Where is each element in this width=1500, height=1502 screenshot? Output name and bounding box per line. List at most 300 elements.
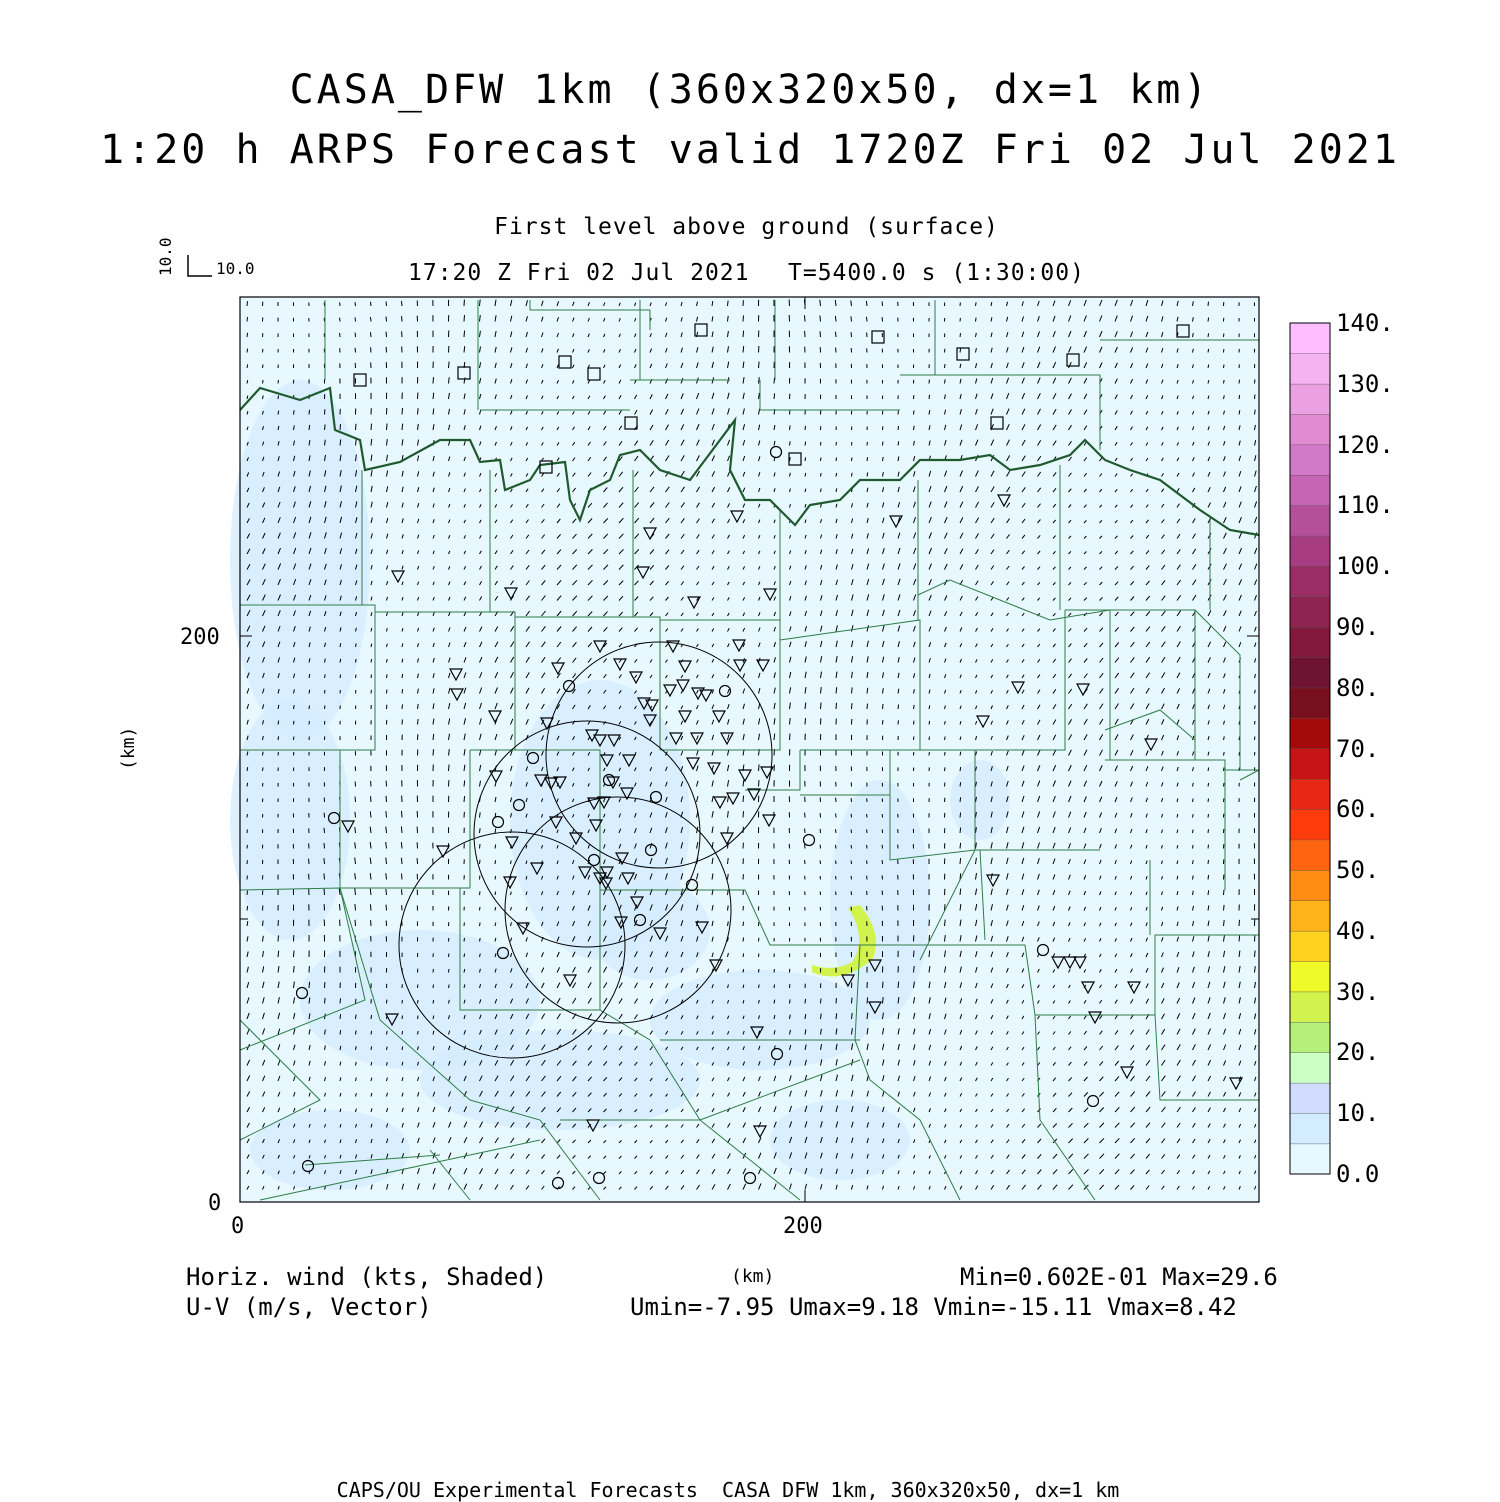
wind-vector [433,377,434,383]
wind-vector [371,302,372,306]
wind-vector [464,954,465,958]
wind-vector [480,923,481,927]
wind-vector [805,718,806,724]
wind-vector [836,473,837,477]
wind-vector [324,858,325,864]
wind-vector [371,332,372,337]
wind-vector [386,827,387,833]
wind-vector [852,998,853,1004]
wind-vector [1255,705,1256,709]
colorbar-bin [1290,597,1330,628]
wind-vector [1208,783,1209,787]
wind-vector [1239,935,1240,941]
wind-vector [821,999,822,1004]
wind-vector [1208,845,1209,849]
wind-vector [898,426,899,430]
wind-vector [325,690,326,694]
wind-vector [851,316,852,321]
wind-vector [1239,380,1240,384]
wind-vector [960,767,961,771]
wind-vector [433,734,434,740]
wind-vector [852,1013,853,1019]
vector-label: U-V (m/s, Vector) [186,1295,432,1319]
wind-vector [402,408,403,415]
wind-vector [340,659,341,663]
wind-vector [402,874,403,880]
colorbar-bin [1290,809,1330,840]
wind-vector [960,348,961,352]
wind-vector [309,410,310,415]
wind-vector [449,377,450,383]
colorbar-bin [1290,1022,1330,1053]
wind-vector [495,829,496,833]
wind-vector [1255,721,1256,725]
wind-vector [247,317,248,322]
wind-vector [247,891,248,895]
wind-vector [1255,410,1256,415]
wind-vector [852,473,853,477]
wind-vector [371,796,372,802]
shade-blob [830,780,930,1020]
wind-vector [805,315,806,321]
wind-vector [247,364,248,368]
credit-line: CAPS/OU Experimental Forecasts CASA DFW 1km, 360x320x50, dx=1 km [0,1480,1456,1500]
wind-vector [835,316,836,322]
wind-vector [743,922,744,926]
wind-vector [247,333,248,337]
wind-vector [355,889,356,896]
wind-vector [371,1046,372,1050]
wind-vector [774,393,775,399]
wind-vector [263,365,264,369]
wind-vector [356,675,357,679]
y-tick-0: 0 [208,1193,221,1215]
wind-vector [759,780,760,786]
wind-vector [1255,951,1256,958]
wind-vector [263,380,264,384]
wind-vector [774,984,775,988]
wind-vector [960,889,961,895]
wind-vector [387,659,388,663]
colorbar-bin [1290,414,1330,445]
wind-vector [836,829,837,833]
wind-vector [402,301,403,306]
wind-vector [976,318,977,322]
wind-vector [945,920,946,926]
wind-vector [821,473,822,476]
y-axis-unit: (km) [120,727,138,770]
wind-vector [247,767,248,771]
wind-vector [914,721,915,725]
wind-vector [511,861,512,865]
wind-vector [294,721,295,725]
wind-vector [324,828,325,833]
wind-vector [370,904,371,910]
wind-vector [805,426,806,430]
y-tick-200: 200 [180,627,220,649]
wind-vector [945,379,946,383]
wind-vector [1208,890,1209,895]
colorbar-bin [1290,353,1330,384]
wind-vector [805,473,806,477]
wind-vector [867,473,868,477]
wind-vector [294,966,295,973]
wind-vector [898,441,899,445]
colorbar-label: 40. [1336,919,1379,943]
colorbar-label: 120. [1336,433,1394,457]
wind-vector [836,458,837,462]
colorbar-label: 70. [1336,737,1379,761]
wind-vector [883,997,884,1003]
colorbar-bin [1290,1083,1330,1114]
wind-vector [387,674,388,678]
wind-vector [355,812,356,818]
wind-vector [960,843,961,849]
wind-vector [402,674,403,678]
colorbar-label: 130. [1336,372,1394,396]
wind-vector [480,907,481,911]
wind-vector [835,300,836,306]
colorbar-label: 60. [1336,797,1379,821]
wind-vector [418,408,419,414]
wind-vector [867,688,868,694]
wind-vector [759,362,760,368]
colorbar-label: 30. [1336,980,1379,1004]
wind-vector [294,951,295,958]
wind-vector [1224,905,1225,911]
wind-vector [866,301,867,306]
colorbar-bin [1290,900,1330,931]
wind-vector [386,873,387,879]
wind-vector [1224,890,1225,895]
wind-vector [914,951,915,957]
wind-vector [355,317,356,321]
wind-vector [821,489,822,493]
wind-vector [1224,365,1225,369]
wind-vector [402,1031,403,1034]
shade-blob [420,1030,700,1130]
wind-vector [356,659,357,663]
wind-vector [759,765,760,772]
wind-vector [386,811,387,817]
wind-vector [263,767,264,771]
colorbar-bin [1290,445,1330,476]
wind-vector [790,425,791,430]
wind-vector [324,889,325,895]
wind-vector [278,736,279,740]
wind-vector [402,424,403,430]
wind-vector [495,876,496,880]
wind-vector [402,689,403,693]
colorbar-label: 110. [1336,493,1394,517]
wind-vector [371,424,372,430]
x-tick-200: 200 [783,1216,823,1238]
wind-vector [1255,395,1256,400]
wind-vector [433,985,434,989]
wind-vector [464,938,465,942]
shade-blob [230,380,370,740]
wind-vector [402,889,403,895]
reference-vector-arrow [188,255,212,276]
wind-vector [960,858,961,864]
wind-vector [790,441,791,445]
wind-vector [356,1046,357,1050]
wind-vector [340,998,341,1003]
colorbar-bin [1290,384,1330,415]
wind-vector [1193,860,1194,864]
wind-vector [1208,829,1209,833]
wind-vector [386,905,387,911]
wind-vector [1208,860,1209,864]
wind-vector [325,998,326,1004]
wind-vector [387,690,388,694]
wind-vector [914,966,915,973]
colorbar-bin [1290,475,1330,506]
wind-vector [852,703,853,709]
wind-vector [759,985,760,989]
wind-vector [480,891,481,895]
wind-vector [247,799,248,803]
wind-vector [247,380,248,384]
wind-vector [464,346,465,352]
wind-vector [883,982,884,988]
wind-vector [1208,875,1209,880]
wind-vector [836,332,837,337]
wind-vector [480,844,481,849]
wind-vector [278,721,279,725]
colorbar-bin [1290,749,1330,780]
wind-vector [743,811,744,817]
wind-vector [356,1062,357,1066]
uv-stats: Umin=-7.95 Umax=9.18 Vmin=-15.11 Vmax=8.42 [630,1295,1237,1319]
wind-vector [387,1031,388,1035]
wind-vector [960,828,961,833]
wind-vector [371,1015,372,1019]
wind-vector [356,424,357,430]
colorbar-bin [1290,657,1330,688]
integration-label: T=5400.0 s (1:30:00) [788,262,1085,285]
wind-vector [480,938,481,942]
colorbar-label: 0.0 [1336,1162,1379,1186]
wind-vector [821,458,822,462]
wind-vector [743,796,744,802]
wind-vector [945,364,946,368]
wind-vector [1193,830,1194,834]
wind-vector [418,1016,419,1020]
wind-vector [774,734,775,740]
wind-vector [356,1030,357,1034]
wind-vector [945,767,946,771]
wind-vector [929,395,930,399]
wind-vector [960,797,961,802]
wind-vector [1193,814,1194,817]
wind-vector [805,442,806,446]
colorbar-bin [1290,718,1330,749]
colorbar-bin [1290,1144,1330,1175]
wind-vector [743,346,744,352]
wind-vector [1193,845,1194,849]
wind-vector [867,704,868,709]
title-line-1: CASA_DFW 1km (360x320x50, dx=1 km) [0,70,1500,110]
colorbar-bin [1290,840,1330,871]
wind-vector [805,1014,806,1019]
colorbar-label: 50. [1336,858,1379,882]
wind-vector [790,718,791,725]
wind-vector [836,488,837,492]
wind-vector [852,457,853,461]
colorbar-bin [1290,931,1330,962]
wind-vector [418,1031,419,1035]
wind-vector [821,1014,822,1019]
wind-vector [851,301,852,307]
wind-vector [883,457,884,461]
wind-vector [464,780,465,786]
wind-vector [960,333,961,337]
colorbar-bin [1290,870,1330,901]
wind-vector [401,827,402,834]
wind-vector [340,1014,341,1019]
wind-vector [1193,799,1194,803]
colorbar-bin [1290,961,1330,992]
wind-vector [852,687,853,693]
wind-vector [355,920,356,926]
wind-vector [370,811,371,817]
colorbar-bin [1290,1113,1330,1144]
x-axis-unit: (km) [731,1268,774,1286]
wind-vector [867,997,868,1003]
min-max-stats: Min=0.602E-01 Max=29.6 [960,1265,1278,1289]
colorbar-label: 100. [1336,554,1394,578]
wind-vector [728,906,729,911]
wind-vector [340,1030,341,1035]
x-tick-0: 0 [231,1216,244,1238]
wind-vector [960,782,961,786]
wind-vector [728,316,729,322]
colorbar-label: 140. [1336,311,1394,335]
colorbar-bin [1290,992,1330,1023]
colorbar-label: 20. [1336,1040,1379,1064]
wind-vector [278,411,279,415]
wind-vector [263,752,264,756]
wind-vector [387,1047,388,1050]
wind-vector [402,704,403,709]
wind-vector [743,969,744,973]
wind-vector [371,675,372,679]
wind-vector [1239,920,1240,926]
wind-vector [1208,302,1209,306]
wind-vector [790,734,791,741]
wind-vector [386,858,387,864]
wind-vector [325,674,326,678]
wind-vector [960,813,961,818]
wind-vector [371,317,372,322]
wind-vector [355,827,356,833]
wind-vector [387,424,388,431]
wind-vector [401,858,402,864]
wind-vector [1208,318,1209,322]
wind-vector [976,302,977,306]
wind-vector [743,315,744,321]
colorbar-bin [1290,505,1330,536]
wind-vector [1208,349,1209,353]
wind-vector [371,439,372,446]
wind-vector [821,703,822,709]
wind-vector [263,921,264,926]
wind-vector [480,300,481,307]
shade-blob [950,760,1010,840]
colorbar-label: 90. [1336,615,1379,639]
wind-vector [495,892,496,896]
reference-vector-x-label: 10.0 [216,261,255,277]
wind-vector [728,874,729,880]
wind-vector [883,442,884,446]
wind-vector [402,1016,403,1020]
wind-vector [356,1015,357,1019]
wind-vector [247,349,248,353]
wind-vector [325,425,326,431]
wind-vector [418,1000,419,1004]
wind-vector [370,889,371,895]
wind-vector [449,969,450,973]
wind-vector [759,969,760,973]
wind-vector [1193,876,1194,880]
wind-vector [294,410,295,414]
wind-vector [356,643,357,647]
wind-vector [355,904,356,910]
colorbar-bin [1290,323,1330,354]
wind-vector [728,858,729,864]
shade-blob [650,970,870,1070]
level-label: First level above ground (surface) [0,216,1493,239]
wind-vector [1224,752,1225,756]
wind-vector [1208,365,1209,369]
wind-vector [371,659,372,662]
wind-vector [371,644,372,647]
wind-vector [790,999,791,1003]
title-line-2: 1:20 h ARPS Forecast valid 1720Z Fri 02 Jul 2021 [0,130,1500,170]
reference-vector-y-label: 10.0 [158,237,174,276]
wind-vector [449,362,450,368]
wind-vector [867,457,868,461]
wind-vector [851,332,852,337]
wind-vector [247,301,248,306]
wind-vector [309,425,310,430]
wind-vector [480,812,481,817]
wind-vector [433,1000,434,1004]
colorbar-label: 10. [1336,1101,1379,1125]
wind-vector [1224,783,1225,787]
wind-vector [836,703,837,709]
wind-vector [1239,752,1240,756]
wind-vector [867,317,868,322]
wind-vector [324,843,325,849]
shade-blob [250,1110,410,1190]
wind-vector [386,301,387,306]
wind-vector [418,719,419,725]
wind-vector [820,316,821,322]
colorbar-bin [1290,536,1330,567]
wind-vector [836,1013,837,1019]
wind-vector [247,906,248,911]
wind-vector [340,675,341,679]
wind-vector [418,704,419,709]
wind-vector [480,860,481,864]
wind-vector [355,797,356,802]
wind-vector [294,705,295,709]
colorbar-bin [1290,779,1330,810]
wind-vector [929,951,930,958]
wind-vector [1208,814,1209,818]
